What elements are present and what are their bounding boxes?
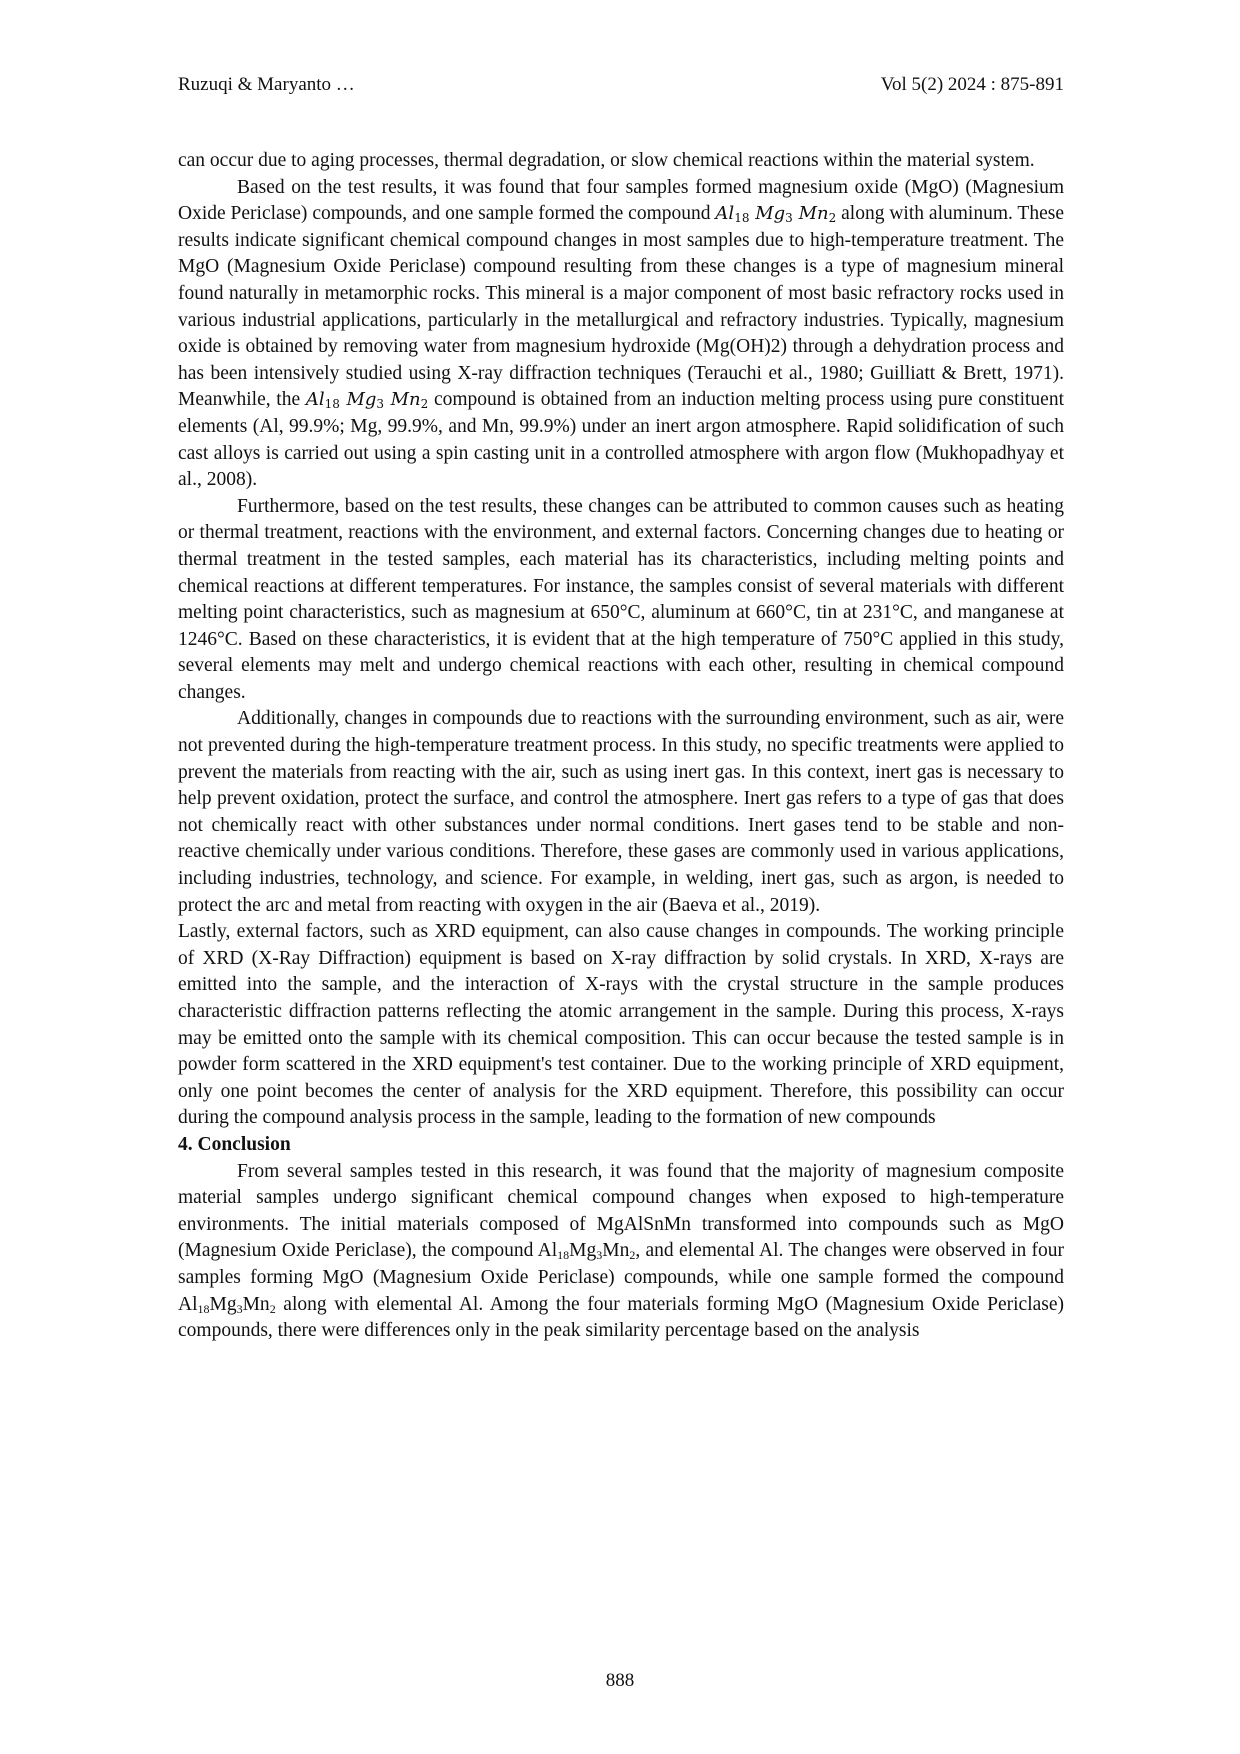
- paragraph-continued: can occur due to aging processes, thermal degradation, or slow chemical reactions within the material system.: [178, 150, 1035, 171]
- paragraph-text: compound is obtained from an induction melting process using pure constituent elements (Al, 99.9%; Mg, 99.9%, and Mn, 99.9%) under an inert argon atmosphere. Rapid solidification of such cast alloys is carried out using a spin casting unit in a controlled atmosphere with argon flow (Mukhopadhyay et al., 2008).: [178, 389, 1064, 491]
- formula-al18mg3mn2: $Al_{18}Mg_3Mn_2$: [537, 1240, 636, 1263]
- paragraph-xrd: Lastly, external factors, such as XRD equipment, can also cause changes in compounds. The working principle of XRD (X-Ray Diffraction) equipment is based on X-ray diffraction by solid crystals. In XRD, X-rays are emitted into the sample, and the interaction of X-rays with the crystal structure in the sample produces characteristic diffraction patterns reflecting the atomic arrangement in the sample. During this process, X-rays may be emitted onto the sample with its chemical composition. This can occur because the tested sample is in powder form scattered in the XRD equipment's test container. Due to the working principle of XRD equipment, only one point becomes the center of analysis for the XRD equipment. Therefore, this possibility can occur during the compound analysis process in the sample, leading to the formation of new compounds: [178, 921, 1064, 1129]
- formula-al18mg3mn2: $Al_{18}$ $Mg_3$ $Mn_2$: [715, 203, 837, 226]
- paragraph-results: [178, 175, 1064, 494]
- paragraph-environment: Additionally, changes in compounds due to reactions with the surrounding environment, such as air, were not prevented during the high-temperature treatment process. In this study, no specific treatments were applied to prevent the materials from reacting with the air, such as using inert gas. In this context, inert gas is necessary to help prevent oxidation, protect the surface, and control the atmosphere. Inert gas refers to a type of gas that does not chemically react with other substances under normal conditions. Inert gases tend to be stable and non-reactive chemically under various conditions. Therefore, these gases are commonly used in various applications, including industries, technology, and science. For example, in welding, inert gas, such as argon, is needed to protect the arc and metal from reacting with oxygen in the air (Baeva et al., 2019).: [178, 708, 1064, 916]
- paragraph-thermal: Furthermore, based on the test results, these changes can be attributed to common causes such as heating or thermal treatment, reactions with the environment, and external factors. Concerning changes due to heating or thermal treatment in the tested samples, each material has its characteristics, including melting points and chemical reactions at different temperatures. For instance, the samples consist of several materials with different melting point characteristics, such as magnesium at 650°C, aluminum at 660°C, tin at 231°C, and manganese at 1246°C. Based on these characteristics, it is evident that at the high temperature of 750°C applied in this study, several elements may melt and undergo chemical reactions with each other, resulting in chemical compound changes.: [178, 495, 1064, 703]
- paragraph-text: From several samples tested in this research, it was found that the majority of magnesium composite material samples undergo significant chemical compound changes when exposed to high-temperature environments. The initial materials composed of MgAlSnMn transformed into compounds such as MgO (Magnesium Oxide Periclase), the compound: [178, 1160, 1064, 1262]
- paragraph-text: Based on the test results, it was found that four samples formed magnesium oxide (MgO) (Magnesium Oxide Periclase) compounds, and one sample formed the compound: [178, 176, 1064, 225]
- section-heading-conclusion: 4. Conclusion: [178, 1133, 291, 1155]
- paragraph-text: along with elemental Al. Among the four materials forming MgO (Magnesium Oxide Periclase) compounds, there were differences only in the peak similarity percentage based on the analysis: [178, 1293, 1064, 1342]
- formula-al18mg3mn2: $Al_{18}$ $Mg_3$ $Mn_2$: [305, 389, 429, 412]
- header-authors: Ruzuqi & Maryanto …: [178, 74, 355, 95]
- paragraph-conclusion: [178, 1159, 1064, 1345]
- header-volume: Vol 5(2) 2024 : 875-891: [880, 74, 1064, 95]
- formula-al18mg3mn2: $Al_{18}Mg_3Mn_2$: [178, 1293, 276, 1316]
- paragraph-text: , and elemental Al. The changes were observed in four samples forming MgO (Magnesium Oxide Periclase) compounds, while one sample formed the compound: [178, 1240, 1065, 1288]
- paragraph-text: along with aluminum. These results indicate significant chemical compound changes in most samples due to high-temperature treatment. The MgO (Magnesium Oxide Periclase) compound resulting from these changes is a type of magnesium mineral found naturally in metamorphic rocks. This mineral is a major component of most basic refractory rocks used in various industrial applications, particularly in the metallurgical and refractory industries. Typically, magnesium oxide is obtained by removing water from magnesium hydroxide (Mg(OH)2) through a dehydration process and has been intensively studied using X-ray diffraction techniques (Terauchi et al., 1980; Guilliatt & Brett, 1971). Meanwhile, the: [178, 203, 1064, 411]
- page-body: [178, 148, 1064, 1345]
- running-header: [178, 74, 1064, 96]
- page-number: 888: [605, 1670, 635, 1691]
